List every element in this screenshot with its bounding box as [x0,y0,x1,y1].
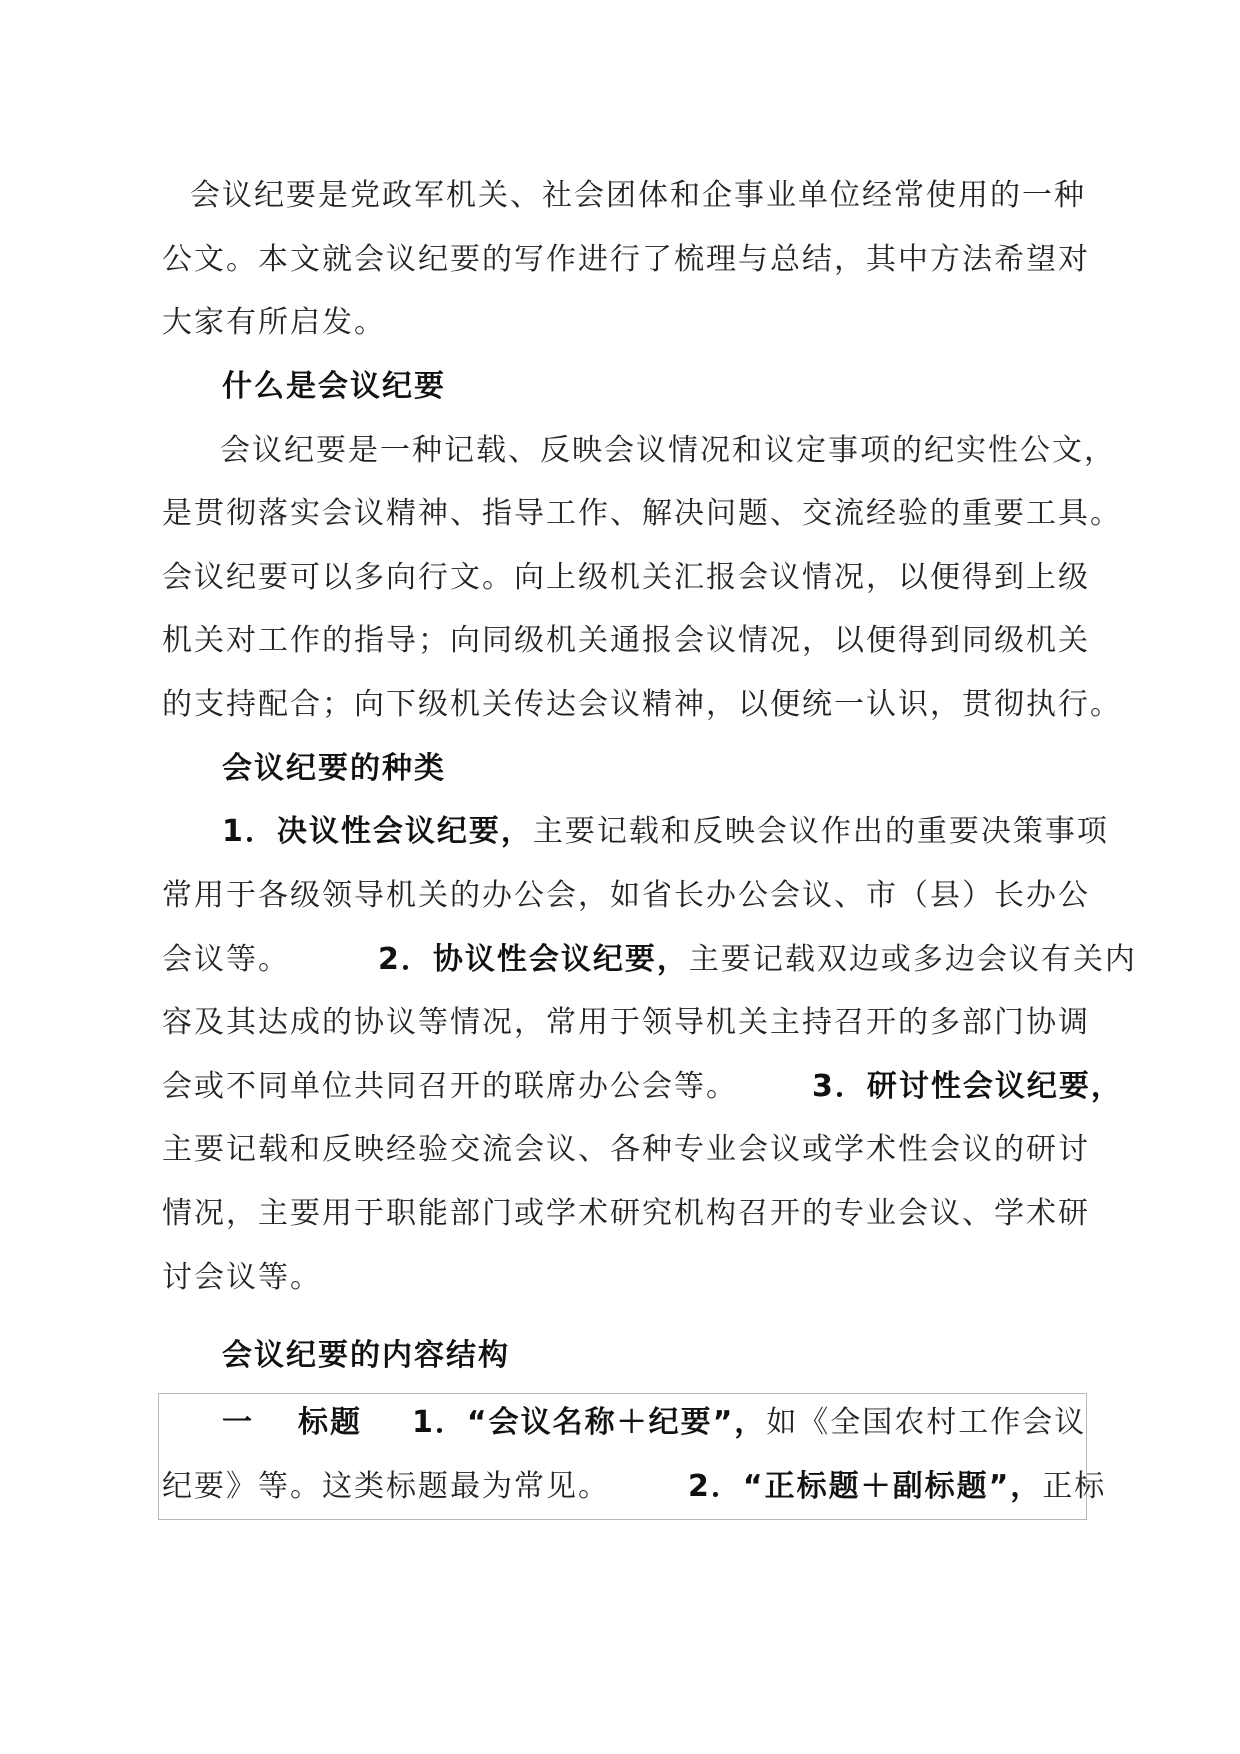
section1-paragraph [162,431,1116,471]
title-format-1-label: 1．“会议名称＋纪要”， [412,1405,767,1440]
section1-line-2: 是贯彻落实会议精神、指导工作、解决问题、交流经验的重要工具。 [162,496,1122,531]
section2-line-6: 主要记载和反映经验交流会议、各种专业会议或学术性会议的研讨 [162,1132,1090,1167]
type-resolution-label: 1．决议性会议纪要， [222,814,533,849]
section1-line-5: 的支持配合；向下级机关传达会议精神，以便统一认识，贯彻执行。 [162,687,1122,722]
section2-line-5 [162,1067,1123,1107]
type-resolution-text: 主要记载和反映会议作出的重要决策事项 [532,814,1109,849]
section2-line-3-text: 会议等。 [162,942,290,977]
subsection-number: 一 [222,1405,254,1440]
section2-line-2: 常用于各级领导机关的办公会，如省长办公会议、市（县）长办公 [162,878,1090,913]
subsection-title: 标题 [298,1405,362,1440]
type-discussion-label: 3．研讨性会议纪要， [812,1069,1123,1104]
section-heading-what-is: 什么是会议纪要 [222,369,446,404]
section1-line-4: 机关对工作的指导；向同级机关通报会议情况，以便得到同级机关 [162,623,1090,658]
section2-line-7: 情况，主要用于职能部门或学术研究机构召开的专业会议、学术研 [162,1196,1090,1231]
title-format-1-text: 如《全国农村工作会议 [766,1405,1087,1440]
structure-line-1 [222,1403,1152,1443]
section1-line-1: 会议纪要是一种记载、反映会议情况和议定事项的纪实性公文， [220,433,1116,468]
intro-line-1: 会议纪要是党政军机关、社会团体和企事业单位经常使用的一种 [190,178,1086,213]
intro-line-2: 公文。本文就会议纪要的写作进行了梳理与总结，其中方法希望对 [162,242,1090,277]
section-heading-structure: 会议纪要的内容结构 [222,1338,510,1373]
type-agreement-text: 主要记载双边或多边会议有关内 [688,942,1137,977]
section2-line-5-text: 会或不同单位共同召开的联席办公会等。 [162,1069,738,1104]
structure-line-2 [162,1467,1107,1507]
section2-line-1 [222,812,1152,852]
title-format-2-text: 正标 [1042,1469,1107,1504]
intro-paragraph [162,176,1092,216]
section2-line-8: 讨会议等。 [162,1260,322,1295]
section-heading-types: 会议纪要的种类 [222,751,446,786]
intro-line-3: 大家有所启发。 [162,305,386,340]
structure-line-2-text: 纪要》等。这类标题最为常见。 [162,1469,610,1504]
section1-line-3: 会议纪要可以多向行文。向上级机关汇报会议情况，以便得到上级 [162,560,1090,595]
section2-line-3 [162,940,1137,980]
section2-line-4: 容及其达成的协议等情况，常用于领导机关主持召开的多部门协调 [162,1005,1090,1040]
type-agreement-label: 2．协议性会议纪要， [378,942,689,977]
title-format-2-label: 2．“正标题＋副标题”， [688,1469,1043,1504]
